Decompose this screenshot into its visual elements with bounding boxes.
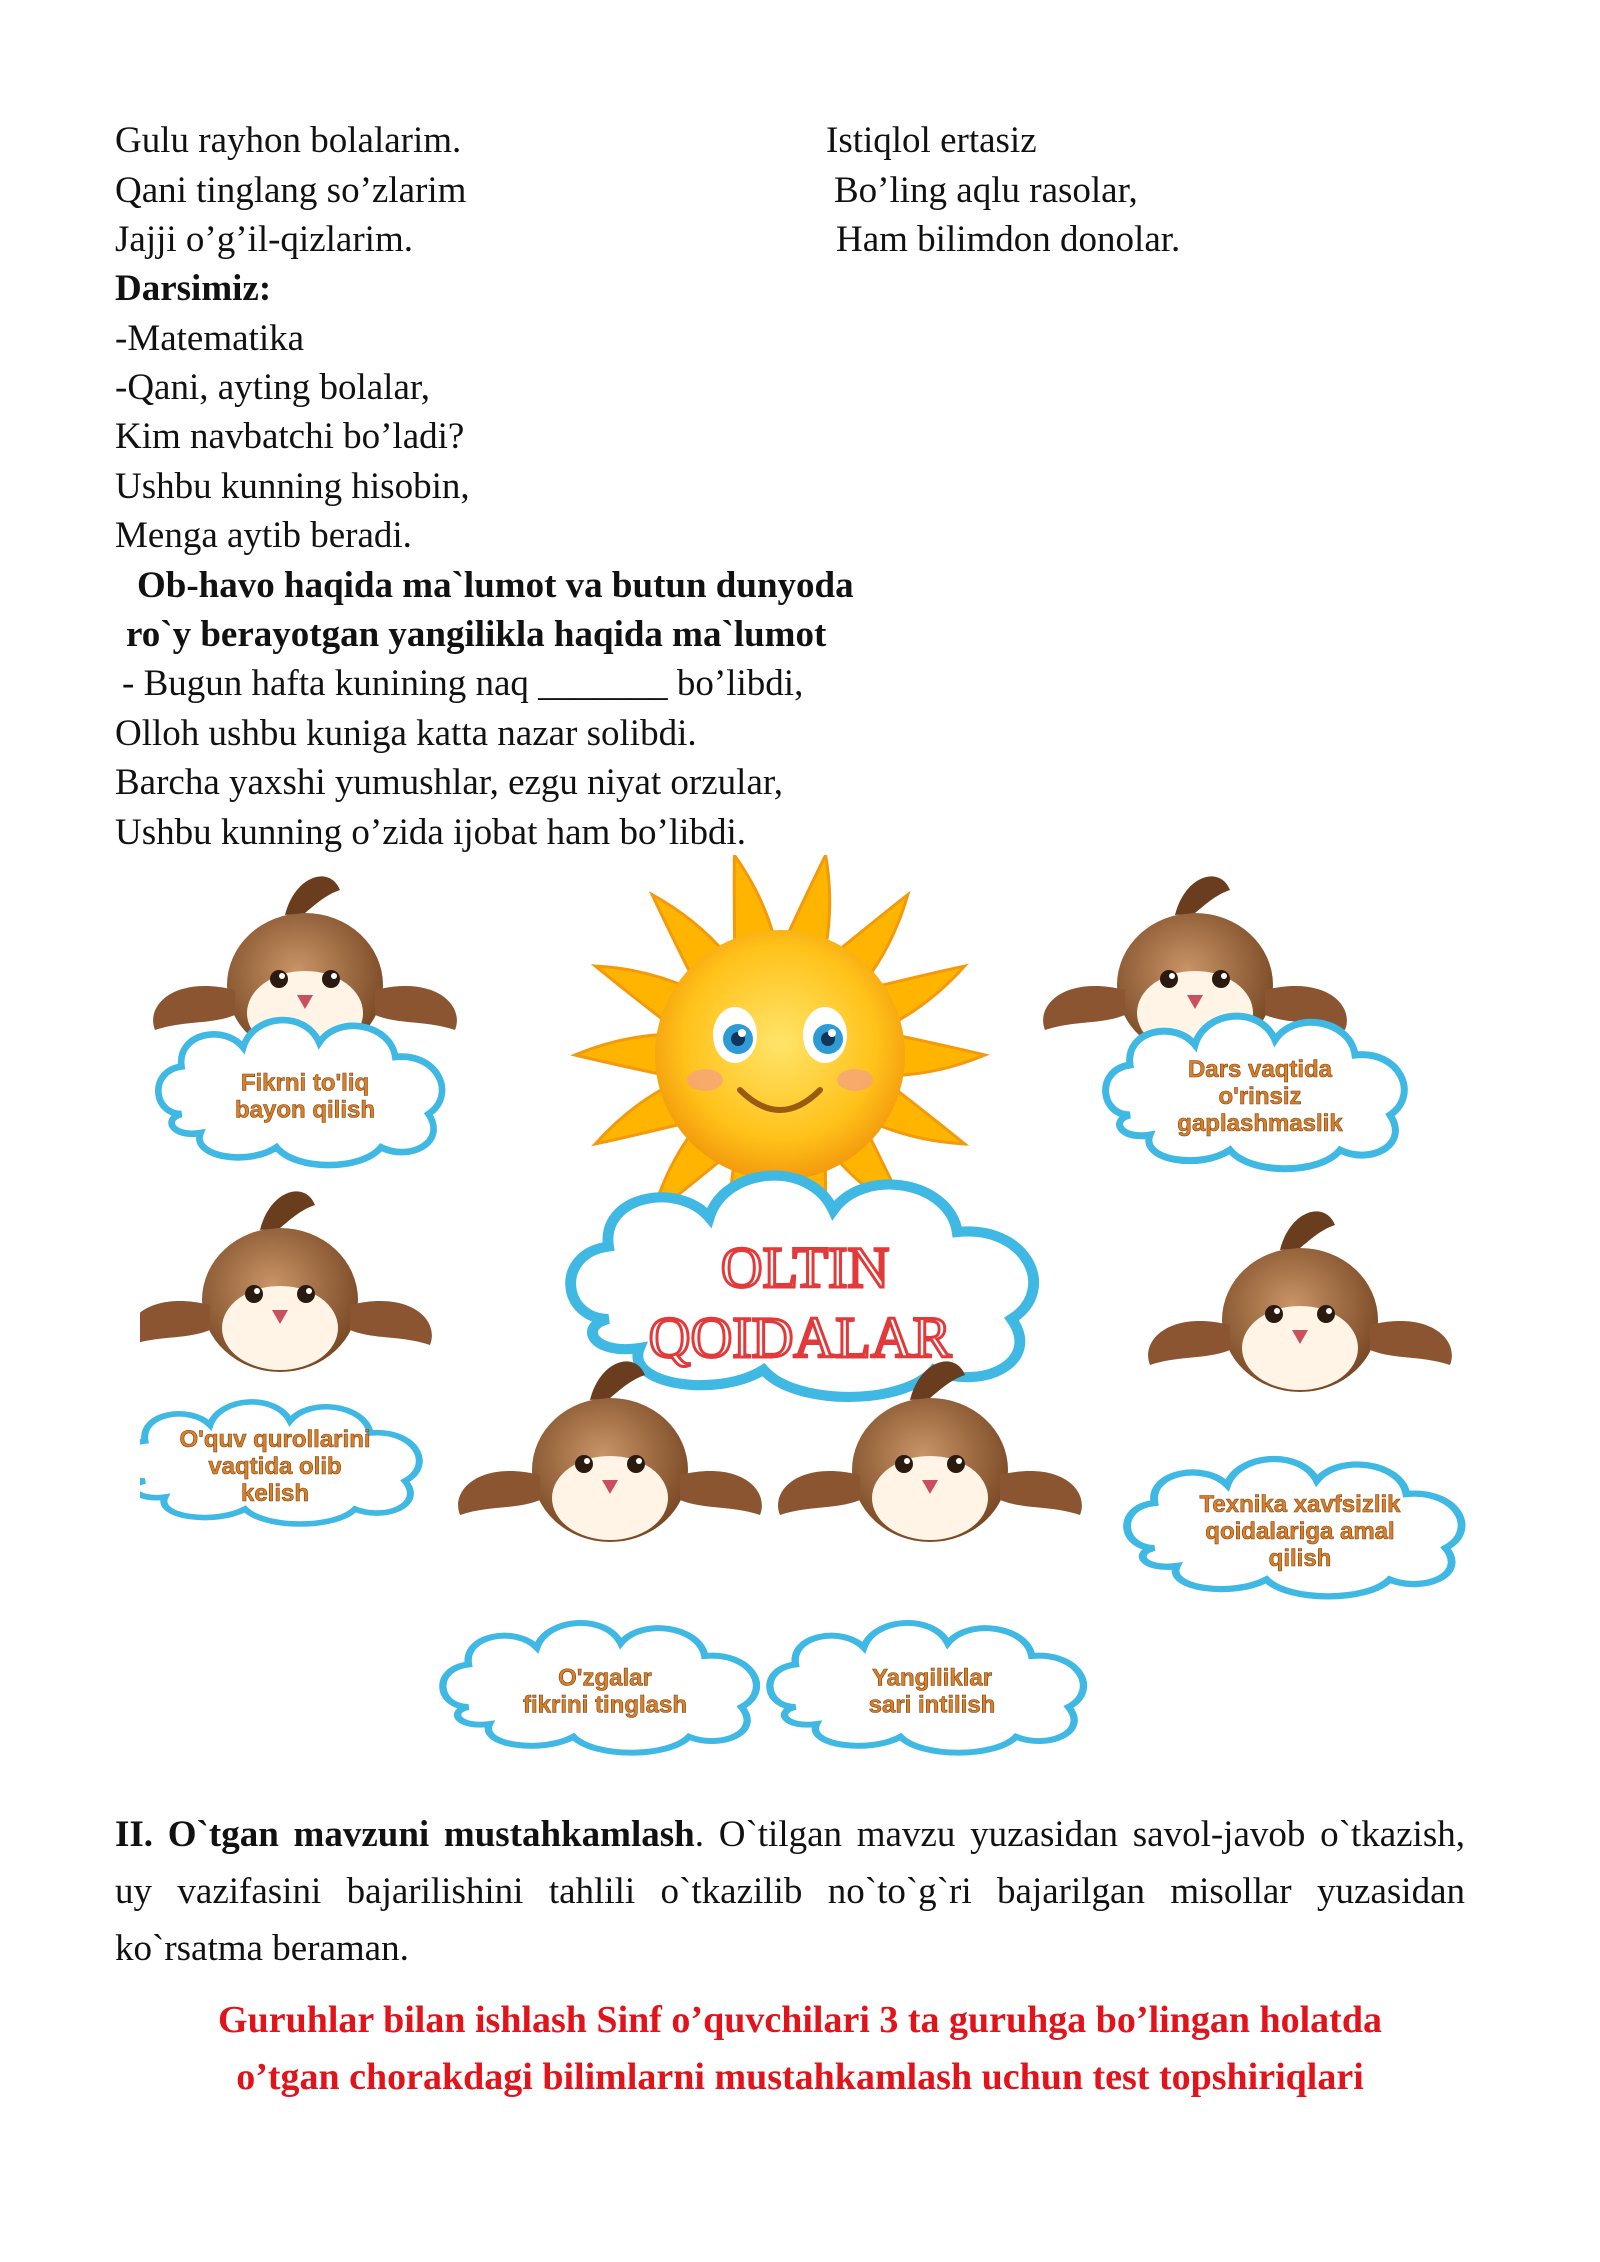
rule-text-line: qoidalariga amal (1205, 1518, 1395, 1545)
rule-text-line: bayon qilish (234, 1096, 376, 1124)
rule-text-line: Texnika xavfsizlik (1199, 1491, 1401, 1518)
poem3-line-3: Barcha yaxshi yumushlar, ezgu niyat orzular, (115, 762, 783, 803)
poem3-line-1: - Bugun hafta kunining naq _______ bo’libdi, (122, 663, 804, 704)
sparrow-illustration (1148, 1211, 1452, 1392)
rule-item (140, 1191, 432, 1524)
sun-ray (575, 1034, 667, 1075)
poem-left-line-3: Jajji o’g’il-qizlarim. (115, 219, 413, 260)
darsimiz-heading: Darsimiz: (115, 268, 272, 309)
section2-text: . O`tilgan mavzu yuzasidan savol-javob o`tkazish, uy vazifasini bajarilishini tahlili o`tkazilib no`to`g`ri bajarilgan misollar yuzasidan ko`rsatma beraman. (115, 1814, 1465, 1969)
rule-text-line: sari intilish (868, 1691, 996, 1719)
rule-text-line: Yangiliklar (871, 1664, 993, 1692)
rule-item (153, 876, 457, 1165)
rule-item (443, 1361, 762, 1752)
rule-item (1127, 1211, 1462, 1596)
rule-text-line: qilish (1268, 1545, 1332, 1572)
poem2-line-3: Kim navbatchi bo’ladi? (115, 416, 465, 457)
poem-right-line-3: Ham bilimdon donolar. (836, 219, 1181, 260)
rule-text-line: kelish (240, 1480, 310, 1507)
poster-title-line-1: OLTIN (720, 1235, 890, 1300)
rule-text-line: Dars vaqtida (1187, 1056, 1333, 1083)
red-text-line-1: Guruhlar bilan ishlash Sinf o’quvchilari 3 ta guruhga bo’lingan holatda (218, 1999, 1382, 2041)
rule-text-line: o'rinsiz (1218, 1083, 1302, 1110)
poem2-line-5: Menga aytib beradi. (115, 515, 412, 556)
poem-left-line-1: Gulu rayhon bolalarim. (115, 120, 462, 161)
rule-text-line: fikrini tinglash (522, 1691, 688, 1719)
poem2-line-2: -Qani, ayting bolalar, (115, 367, 430, 408)
rule-text-line: O'zgalar (558, 1664, 652, 1692)
sun-ray (893, 1034, 985, 1075)
rule-text-line: O'quv qurollarini (179, 1426, 371, 1453)
weather-heading-line-1: Ob-havo haqida ma`lumot va butun dunyoda (137, 565, 854, 606)
poem-right-line-1: Istiqlol ertasiz (826, 120, 1037, 161)
poem2-line-1: -Matematika (115, 318, 305, 359)
rule-item (770, 1361, 1084, 1752)
poem2-line-4: Ushbu kunning hisobin, (115, 466, 470, 507)
red-text-line-2: o’tgan chorakdagi bilimlarni mustahkamlash uchun test topshiriqlari (236, 2056, 1364, 2098)
section2-paragraph (115, 1806, 1465, 1977)
poster-title-line-2: QOIDALAR (648, 1305, 952, 1370)
rule-item (1043, 876, 1404, 1168)
weather-heading-line-2: ro`y berayotgan yangilikla haqida ma`lumot (126, 614, 827, 655)
poem-left-line-2: Qani tinglang so’zlarim (115, 170, 467, 211)
section2-heading: II. O`tgan mavzuni mustahkamlash (115, 1814, 695, 1855)
rule-text-line: gaplashmaslik (1177, 1110, 1343, 1137)
poem-right-line-2: Bo’ling aqlu rasolar, (834, 170, 1138, 211)
golden-rules-poster (140, 855, 1480, 1790)
poem3-line-4: Ushbu kunning o’zida ijobat ham bo’libdi. (115, 812, 746, 853)
rule-text-line: Fikrni to'liq (240, 1069, 370, 1097)
poem3-line-2: Olloh ushbu kuniga katta nazar solibdi. (115, 713, 697, 754)
rule-text-line: vaqtida olib (208, 1453, 342, 1480)
sparrow-illustration (140, 1191, 432, 1372)
